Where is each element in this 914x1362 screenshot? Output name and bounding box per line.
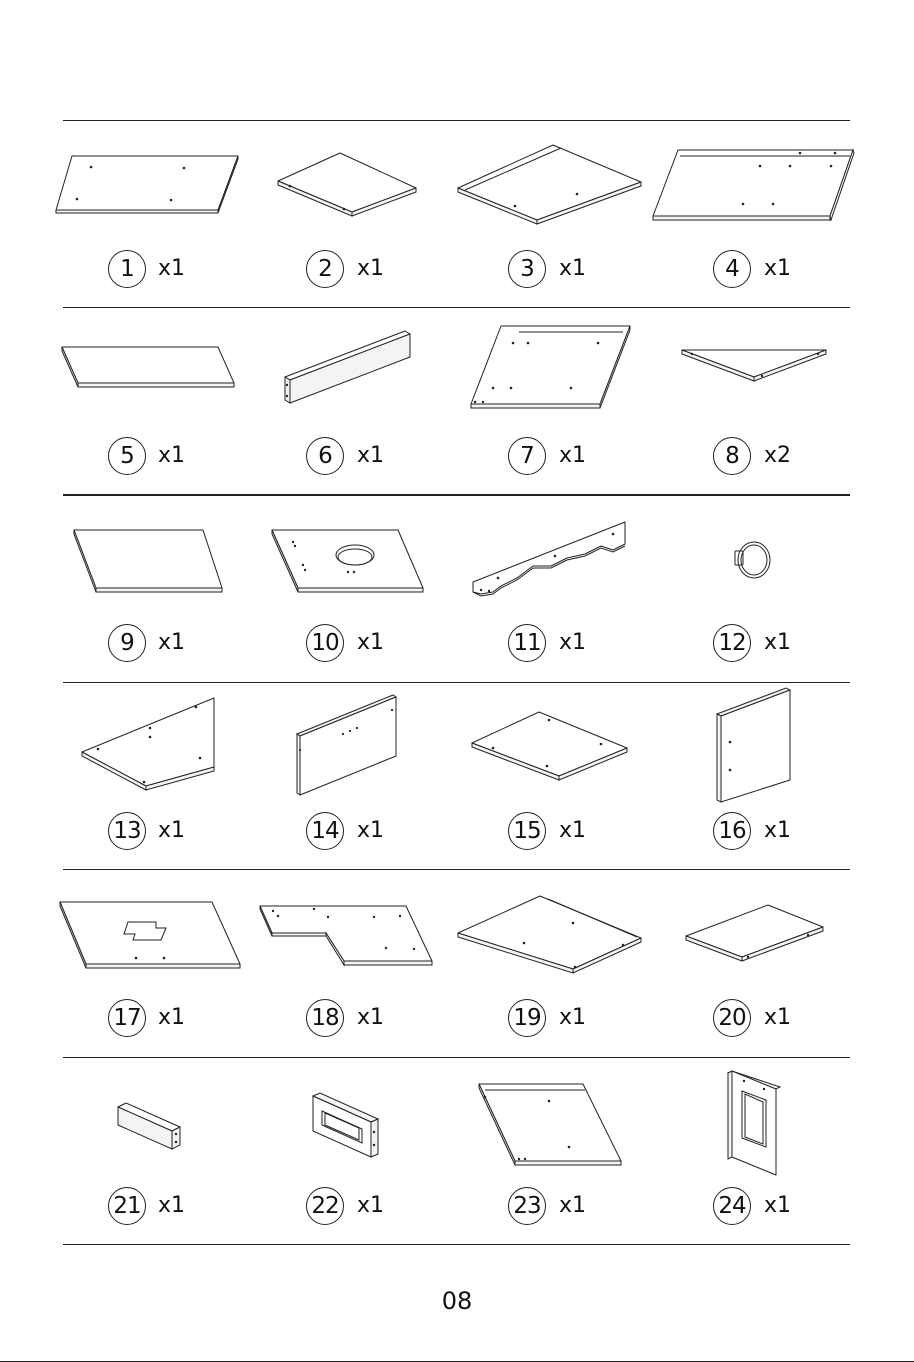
- part-quantity: x1: [357, 818, 385, 843]
- part-1: [48, 120, 248, 307]
- panel-drawing: [48, 120, 248, 230]
- frame-drawing: [260, 1057, 460, 1167]
- part-number-badge: 3: [508, 250, 546, 288]
- part-number-badge: 20: [713, 999, 751, 1037]
- part-quantity: x1: [357, 443, 385, 468]
- part-2: [260, 120, 460, 307]
- panel-drawing: [453, 682, 653, 792]
- part-21: [48, 1057, 248, 1244]
- panel-drawing: [48, 869, 248, 979]
- part-3: [453, 120, 653, 307]
- part-11: [453, 494, 653, 681]
- part-number-badge: 11: [508, 624, 546, 662]
- part-number-badge: 24: [713, 1187, 751, 1225]
- part-quantity: x1: [158, 256, 186, 281]
- part-quantity: x1: [559, 1193, 587, 1218]
- part-number-badge: 5: [108, 437, 146, 475]
- part-23: [453, 1057, 653, 1244]
- part-4: [650, 120, 850, 307]
- part-quantity: x1: [559, 818, 587, 843]
- part-number-badge: 23: [508, 1187, 546, 1225]
- part-number-badge: 6: [306, 437, 344, 475]
- panel-with-hole-drawing: [260, 494, 460, 604]
- part-number-badge: 10: [306, 624, 344, 662]
- part-8: [650, 307, 850, 494]
- panel-drawing: [260, 682, 460, 792]
- part-10: [260, 494, 460, 681]
- part-number-badge: 2: [306, 250, 344, 288]
- panel-drawing: [48, 494, 248, 604]
- part-quantity: x1: [764, 256, 792, 281]
- frame-door-drawing: [650, 1057, 850, 1167]
- part-5: [48, 307, 248, 494]
- part-22: [260, 1057, 460, 1244]
- block-drawing: [48, 1057, 248, 1167]
- l-shaped-panel-drawing: [260, 869, 460, 979]
- panel-drawing: [650, 120, 850, 230]
- part-13: [48, 682, 248, 869]
- part-quantity: x1: [158, 818, 186, 843]
- part-number-badge: 12: [713, 624, 751, 662]
- part-quantity: x1: [559, 443, 587, 468]
- part-quantity: x1: [559, 1005, 587, 1030]
- part-12: [650, 494, 850, 681]
- panel-drawing: [453, 869, 653, 979]
- panel-drawing: [650, 869, 850, 979]
- part-17: [48, 869, 248, 1056]
- panel-drawing: [48, 307, 248, 417]
- part-14: [260, 682, 460, 869]
- panel-drawing: [260, 120, 460, 230]
- shelf-drawing: [650, 307, 850, 417]
- panel-drawing: [453, 307, 653, 417]
- part-quantity: x1: [158, 1005, 186, 1030]
- panel-drawing: [453, 120, 653, 230]
- part-19: [453, 869, 653, 1056]
- panel-drawing: [48, 682, 248, 792]
- part-quantity: x1: [764, 818, 792, 843]
- part-number-badge: 21: [108, 1187, 146, 1225]
- part-15: [453, 682, 653, 869]
- part-quantity: x1: [357, 256, 385, 281]
- part-number-badge: 7: [508, 437, 546, 475]
- part-number-badge: 19: [508, 999, 546, 1037]
- part-quantity: x1: [357, 1193, 385, 1218]
- part-18: [260, 869, 460, 1056]
- part-number-badge: 22: [306, 1187, 344, 1225]
- part-number-badge: 16: [713, 812, 751, 850]
- page-number: 08: [441, 1287, 473, 1315]
- part-quantity: x1: [764, 1005, 792, 1030]
- part-number-badge: 18: [306, 999, 344, 1037]
- part-number-badge: 1: [108, 250, 146, 288]
- board-drawing: [260, 307, 460, 417]
- part-number-badge: 8: [713, 437, 751, 475]
- part-number-badge: 4: [713, 250, 751, 288]
- part-quantity: x1: [357, 630, 385, 655]
- door-drawing: [650, 682, 850, 792]
- part-6: [260, 307, 460, 494]
- part-number-badge: 15: [508, 812, 546, 850]
- panel-drawing: [453, 1057, 653, 1167]
- part-quantity: x1: [559, 256, 587, 281]
- part-quantity: x1: [158, 443, 186, 468]
- part-quantity: x2: [764, 443, 792, 468]
- part-24: [650, 1057, 850, 1244]
- wavy-board-drawing: [453, 494, 653, 604]
- part-number-badge: 9: [108, 624, 146, 662]
- part-7: [453, 307, 653, 494]
- part-9: [48, 494, 248, 681]
- part-20: [650, 869, 850, 1056]
- part-quantity: x1: [357, 1005, 385, 1030]
- part-quantity: x1: [158, 630, 186, 655]
- part-number-badge: 13: [108, 812, 146, 850]
- part-quantity: x1: [158, 1193, 186, 1218]
- part-quantity: x1: [764, 630, 792, 655]
- part-number-badge: 14: [306, 812, 344, 850]
- part-number-badge: 17: [108, 999, 146, 1037]
- part-16: [650, 682, 850, 869]
- ring-drawing: [650, 494, 850, 604]
- part-quantity: x1: [764, 1193, 792, 1218]
- part-quantity: x1: [559, 630, 587, 655]
- row-divider: [63, 1244, 850, 1245]
